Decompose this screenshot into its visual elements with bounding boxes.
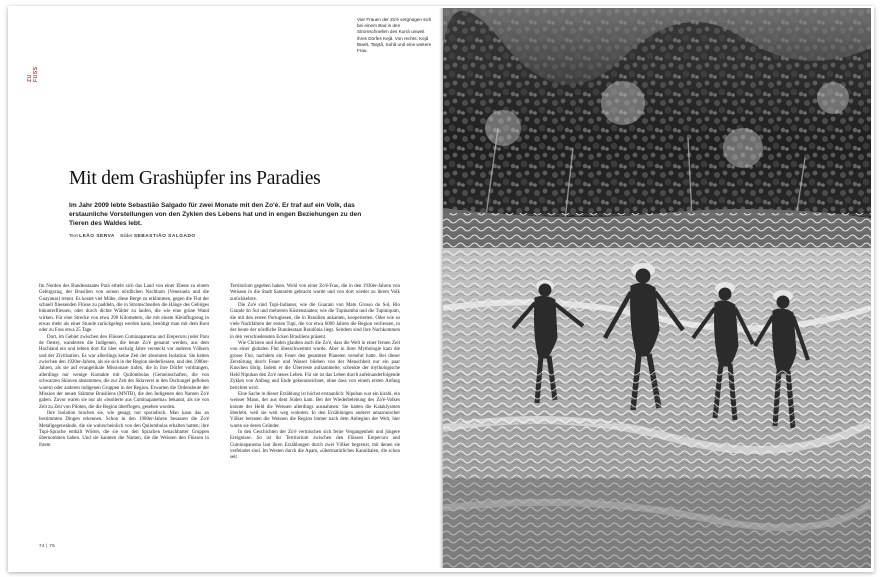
credit-photo-label: Bilder	[120, 234, 133, 239]
photo-caption: Vier Frauen der Zo'é vergnügen sich bei einem Bad in den Stromschnellen des Kurrá unweit ihres Dorfes Kejã. Von rechts: Kejã Biwét, Tatytã, Sohã und eine weitere Frau.	[357, 17, 432, 54]
body-paragraph: Ihre Isolation brachen sie, wie gesagt, nur sporadisch. Man kann das an bestimmten Dingen erkennen. Schon in den 1980er-Jahren besassen die Zo'é Metallgegenstände, die sie wahrscheinlich von den Quilombolas erhalten hatten; ihre Tupi-Sprache enthält Wörter, die sie von den Sprachen benachbarter Gruppen übernommen haben. Und sie kannten die Namen, die die Weissen den Flüssen in ihrem	[39, 410, 209, 448]
body-paragraph: Eine Sache in dieser Erzählung ist höchst erstaunlich: Nipuhan war ein kirahi, ein weisser Mann, der aus dem Süden kam. Bei der Wiederbelebung des Zo'é-Volkes konnte der Held die Weissen allerdings ausnahmen: Sie hatten die Kataklysmen überlebt, weil sie weit weg wohnten. In den Erzählungen anderer amazonischer Völker betraten die Weissen die Region immer nach dem Anbeginn der Welt, hier waren sie deren Gründer.	[230, 391, 400, 429]
magazine-spread	[11, 8, 871, 568]
body-paragraph: Im Norden des Bundesstaates Pará erhebt sich das Land von einer Ebene zu einem Gebirgszug, der Brasilien von seinen nördlichen Nachbarn (Venezuela und die Guayanas) trennt. Es kostet viel Mühe, diese Berge zu erklimmen, gegen die Flut der schnell fliessenden Flüsse zu paddeln, die in Stromschnellen die Hänge des Gebirges hinunterfliessen, oder durch dichte Wälder zu laufen, die wie eine grüne Wand wirken. Für eine Strecke von etwa 290 Kilometern, die mit einem Kleinflugzeug in etwas mehr als einer Stunde zurückgelegt werden kann, benötigt man mit dem Boot oder zu Fuss etwa 25 Tage.	[39, 284, 209, 334]
body-column-2	[230, 284, 400, 462]
rubric-wrapper	[15, 52, 39, 82]
body-paragraph: In den Geschichten der Zo'é vermischen sich ferne Vergangenheit und jüngere Ereignisse. So ist ihr Territorium zwischen den Flüssen Erepecuru und Cuminapanema laut ihren Erzählungen durch zwei Völker begrenzt, mit denen sie verfeindet sind. Im Westen durch die Apam, «übermatürliches Kannibalen, die schon seit	[230, 429, 400, 461]
body-paragraph: Dort, im Gebiet zwischen den Flüssen Cuminapanema und Erepecuru (oder Paru de Oeste), wanderten die Indigenen, die heute Zo'é genannt werden, aus dem Hochland ein und lebten dort für über sechzig Jahre versteckt vor anderen Völkern und der Zivilisation. Es war allerdings keine Zeit der absoluten Isolation. Sie hatten zwischen den 1920er-Jahren, als sie sich in der Region niederliessen, und den 1980er-Jahren, als sie auf evangelikale Missionare trafen, die in ihre Dörfer vordrangen, allerdings nur wenige Kontakte mit Quilombolas (Gemeinschaften, die von schwarzen Sklaven abstammen, die zur Zeit der Sklaverei in den Dschungel geflohen waren) oder anderen indigenen Gruppen in der Region. Erwarten die Ordensleute der Mission der neuen Stämme Brasiliens (MNTB), die den Indigenen den Namen Zo'é gaben. Zuvor waren sie nur als «bsolierte aus Cuminapanema» bekannt, als sie von Zeit zu Zeit von Piloten, die die Region überflogen, gesehen wurden.	[39, 334, 209, 410]
article-credits	[69, 234, 369, 239]
credit-text-name: LEÃO SERVA	[79, 234, 115, 239]
body-paragraph: Wie Christen und Juden glauben auch die Zo'é, dass die Welt in einer fernen Zeit von einer globalen Flut überschwemmt wurde. Aber in ihrer Mythologie kam die grosse Flut, nachdem ein Feuer den gesamten Planeten versehrt hatte. Bei dieser Zerstörung durch Feuer und Wasser blieben von der Menschheit nur ein paar Knochen übrig. Indem er die Überreste aufsammelte, schenkte der mythologische Held Nipuhan den Zo'é neues Leben. Für sie ist das Leben durch aufeinanderfolgende Zyklen von Anfang und Ende gekennzeichnet, ohne dass von einem ersten Anfang berichtet wird.	[230, 341, 400, 391]
section-rubric: ZU FUSS	[27, 66, 39, 82]
river-bathers-photo	[443, 8, 871, 568]
article-title: Mit dem Grashüpfer ins Paradies	[69, 168, 321, 189]
credit-photo-name: SEBASTIÃO SALGADO	[133, 234, 196, 239]
credit-text-label: Text	[69, 234, 78, 239]
body-paragraph: Die Zo'é sind Tupi-Indianer, wie die Guarani von Mato Grosso do Sul, Rio Grande do Sul und mehreren Küstenstaaten; wie die Tupinambá und die Tupiniquim, die mit den ersten Portugiesen, die in Brasilien ankamen, kooperierten. Oder wie so viele Nachfahren der ersten Tupi, die vor etwa 6000 Jahren die Region verliessen, in der heute der nördliche Bundesstaat Rondônia liegt. Seitdem sind ihre Nachkommen in den verschiedensten Ecken Brasiliens präsent.	[230, 303, 400, 340]
body-column-1	[39, 284, 209, 449]
left-page	[11, 8, 441, 568]
article-lead: Im Jahr 2009 lebte Sebastião Salgado für zwei Monate mit den Zo'é. Er traf auf ein Volk, das erstaunliche Vorstellungen von den Zyklen des Lebens hat und in engen Beziehungen zu den Tieren des Waldes lebt.	[69, 202, 362, 227]
page-folio: 74 | 75	[39, 543, 56, 548]
right-page	[443, 8, 871, 568]
body-paragraph: Territorium gegeben haben. Wohl von einer Zo'é-Frau, die in den 1930er-Jahren von Weissen in die Stadt Santarém gebracht wurde und von dort wieder zu ihrem Volk zurückkehrte.	[230, 284, 400, 302]
